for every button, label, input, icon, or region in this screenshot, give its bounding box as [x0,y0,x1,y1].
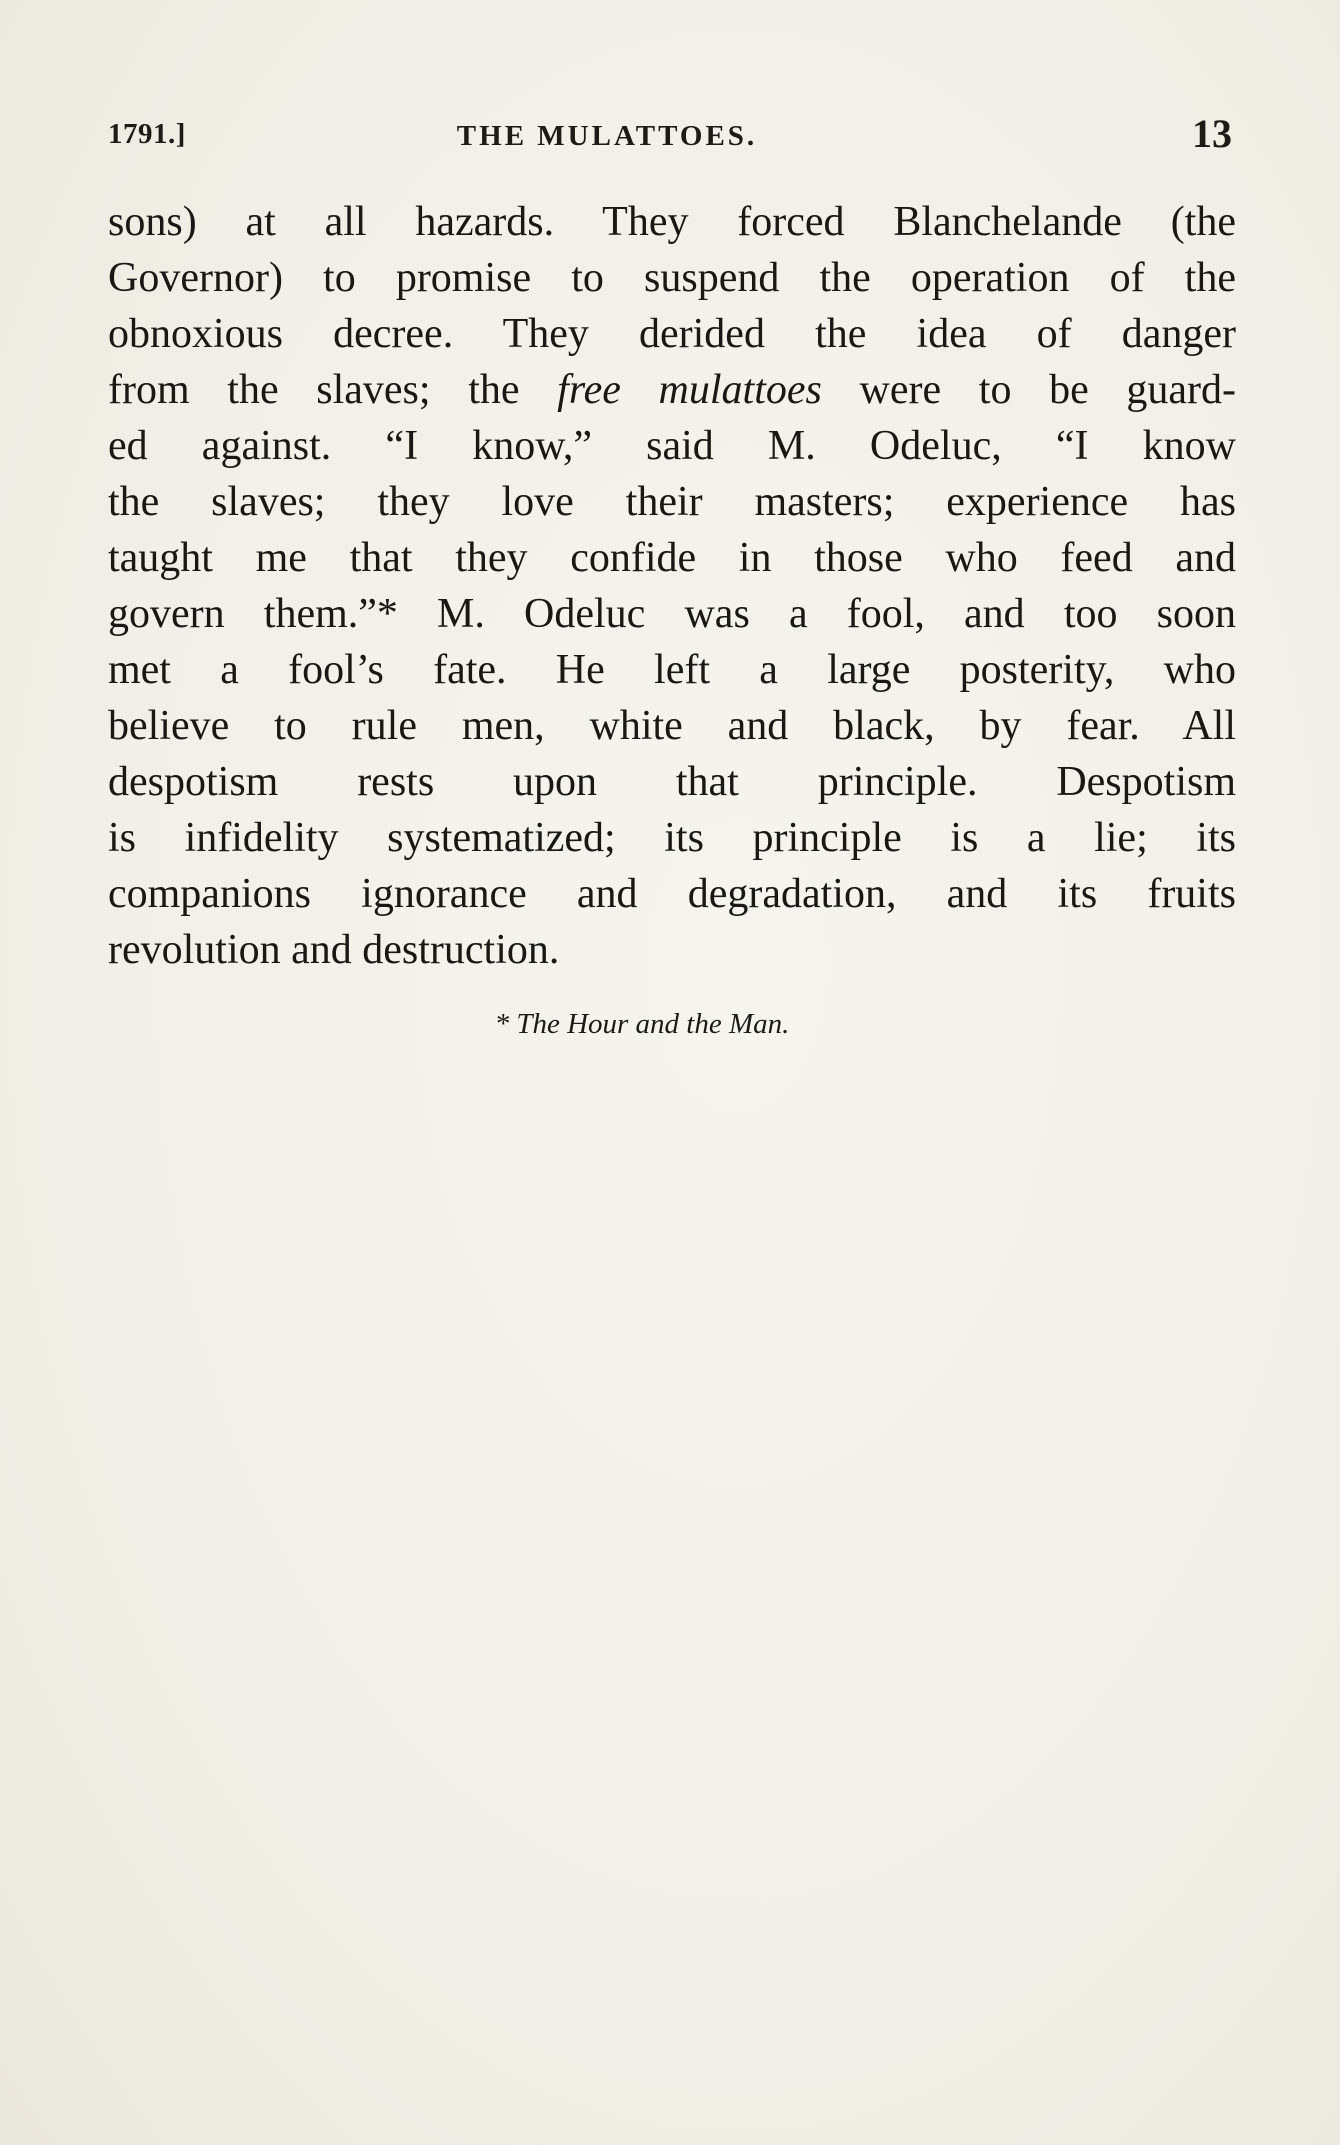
footnote: * The Hour and the Man. [494,1008,790,1040]
text-segment: Governor) to promise to suspend the operation of the [108,255,1236,301]
text-segment: from the slaves; the [108,367,558,413]
text-segment: believe to rule men, white and black, by fear. All [108,703,1236,749]
page-number: 13 [1192,111,1232,156]
header-title: THE MULATTOES. [456,120,758,152]
body-line [108,586,1236,642]
text-segment: govern them.”* M. Odeluc was a fool, and too soon [108,591,1236,637]
text-segment: companions ignorance and degradation, and its fruits [108,871,1236,917]
body-line [108,250,1236,306]
body-line [108,474,1236,530]
italic-text: free mulattoes [557,367,822,413]
body-line [108,530,1236,586]
body-line [108,754,1236,810]
body-line [108,642,1236,698]
body-line [108,362,1236,418]
text-segment: is infidelity systematized; its principle is a lie; its [108,815,1236,861]
running-header [108,110,1236,160]
text-segment: despotism rests upon that principle. Despotism [108,759,1236,805]
body-text [108,194,1236,978]
body-line [108,810,1236,866]
text-segment: taught me that they confide in those who feed and [108,535,1236,581]
text-segment: ed against. “I know,” said M. Odeluc, “I know [108,423,1236,469]
body-line [108,418,1236,474]
body-line [108,194,1236,250]
text-segment: revolution and destruction. [108,927,560,973]
body-line [108,306,1236,362]
text-segment: met a fool’s fate. He left a large posterity, who [108,647,1236,693]
body-line [108,698,1236,754]
header-year: 1791.] [108,118,186,150]
body-line [108,922,1236,978]
text-segment: the slaves; they love their masters; experience has [108,479,1236,525]
text-segment: were to be guard- [821,367,1237,413]
text-segment: obnoxious decree. They derided the idea of danger [108,311,1236,357]
text-segment: sons) at all hazards. They forced Blanchelande (the [108,199,1236,245]
body-line [108,866,1236,922]
